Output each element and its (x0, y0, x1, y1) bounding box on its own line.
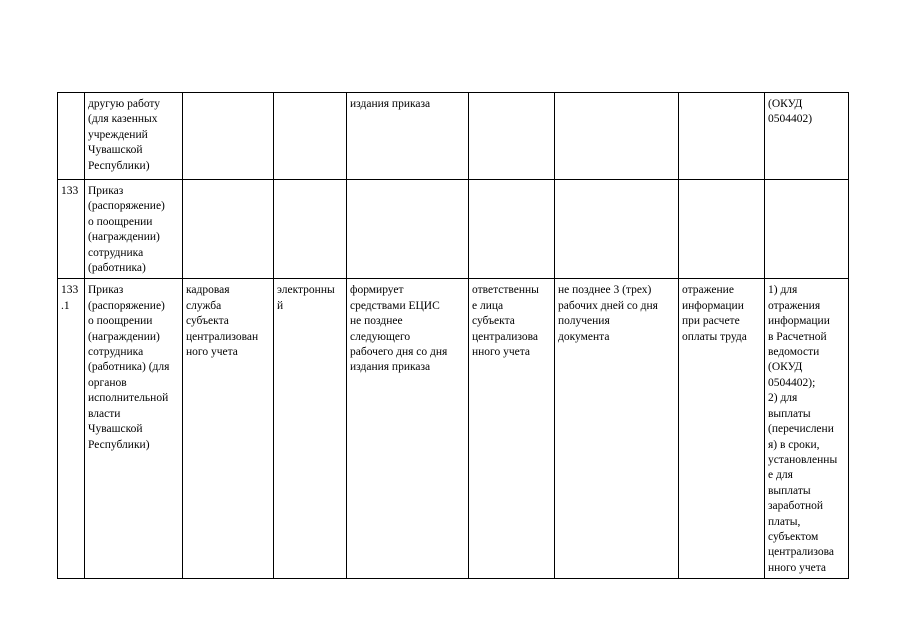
row-number-cell: 133 (58, 180, 85, 279)
form-cell: электронны й (274, 279, 347, 579)
row-number-cell: 133 .1 (58, 279, 85, 579)
table-row (58, 279, 849, 579)
form-cell (274, 93, 347, 180)
document-name-cell: другую работу (для казенных учреждений Чувашской Республики) (85, 93, 183, 180)
document-name-cell: Приказ (распоряжение) о поощрении (награждении) сотрудника (работника) (для органов исполнительной власти Чувашской Республики) (85, 279, 183, 579)
procedure-cell (347, 180, 469, 279)
responsible-cell (183, 180, 274, 279)
deadline-cell: не позднее 3 (трех) рабочих дней со дня получения документа (555, 279, 679, 579)
signer-cell: ответственны е лица субъекта централизова нного учета (469, 279, 555, 579)
form-cell (274, 180, 347, 279)
purpose-cell (679, 180, 765, 279)
usage-cell: (ОКУД 0504402) (765, 93, 849, 180)
usage-cell: 1) для отражения информации в Расчетной ведомости (ОКУД 0504402); 2) для выплаты (перечислени я) в сроки, установленны е для выплаты заработной платы, субъектом централизова нного учета (765, 279, 849, 579)
procedure-cell: издания приказа (347, 93, 469, 180)
purpose-cell: отражение информации при расчете оплаты труда (679, 279, 765, 579)
purpose-cell (679, 93, 765, 180)
deadline-cell (555, 180, 679, 279)
document-table (57, 92, 849, 579)
document-name-cell: Приказ (распоряжение) о поощрении (награждении) сотрудника (работника) (85, 180, 183, 279)
responsible-cell: кадровая служба субъекта централизован ного учета (183, 279, 274, 579)
table-row (58, 180, 849, 279)
signer-cell (469, 93, 555, 180)
signer-cell (469, 180, 555, 279)
deadline-cell (555, 93, 679, 180)
row-number-cell (58, 93, 85, 180)
usage-cell (765, 180, 849, 279)
procedure-cell: формирует средствами ЕЦИС не позднее следующего рабочего дня со дня издания приказа (347, 279, 469, 579)
table-row (58, 93, 849, 180)
responsible-cell (183, 93, 274, 180)
